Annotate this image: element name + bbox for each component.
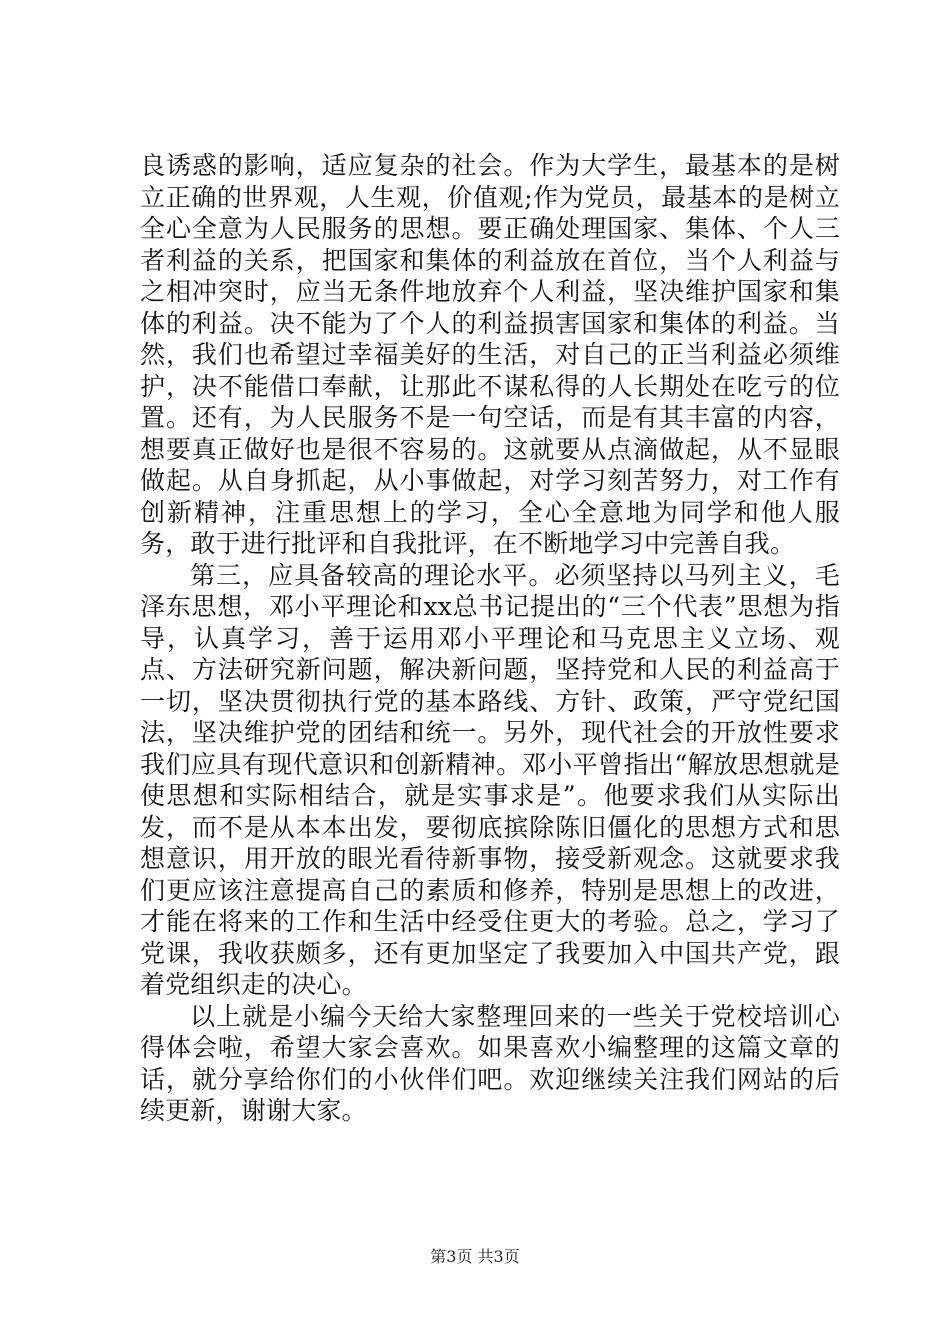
- paragraph-1: 良诱惑的影响，适应复杂的社会。作为大学生，最基本的是树立正确的世界观，人生观，价值观;作为党员，最基本的是树立全心全意为人民服务的思想。要正确处理国家、集体、个人三者利益的关系，把国家和集体的利益放在首位，当个人利益与之相冲突时，应当无条件地放弃个人利益，坚决维护国家和集体的利益。决不能为了个人的利益损害国家和集体的利益。当然，我们也希望过幸福美好的生活，对自己的正当利益必须维护，决不能借口奉献，让那此不谋私得的人长期处在吃亏的位置。还有，为人民服务不是一句空话，而是有其丰富的内容，想要真正做好也是很不容易的。这就要从点滴做起，从不显眼做起。从自身抓起，从小事做起，对学习刻苦努力，对工作有创新精神，注重思想上的学习，全心全意地为同学和他人服务，敢于进行批评和自我批评，在不断地学习中完善自我。: [140, 151, 840, 558]
- page-footer: 第3页 共3页: [430, 1247, 520, 1266]
- paragraph-3: 以上就是小编今天给大家整理回来的一些关于党校培训心得体会啦，希望大家会喜欢。如果喜欢小编整理的这篇文章的话，就分享给你们的小伙伴们吧。欢迎继续关注我们网站的后续更新，谢谢大家。: [140, 1001, 840, 1125]
- document-body: [140, 150, 840, 1127]
- paragraph-2: 第三，应具备较高的理论水平。必须坚持以马列主义，毛泽东思想，邓小平理论和xx总书记提出的“三个代表”思想为指导，认真学习，善于运用邓小平理论和马克思主义立场、观点、方法研究新问题，解决新问题，坚持党和人民的利益高于一切，坚决贯彻执行党的基本路线、方针、政策，严守党纪国法，坚决维护党的团结和统一。另外，现代社会的开放性要求我们应具有现代意识和创新精神。邓小平曾指出“解放思想就是使思想和实际相结合，就是实事求是”。他要求我们从实际出发，而不是从本本出发，要彻底摈除陈旧僵化的思想方式和思想意识，用开放的眼光看待新事物，接受新观念。这就要求我们更应该注意提高自己的素质和修养，特别是思想上的改进，才能在将来的工作和生活中经受住更大的考验。总之，学习了党课，我收获颇多，还有更加坚定了我要加入中国共产党，跟着党组织走的决心。: [140, 560, 840, 999]
